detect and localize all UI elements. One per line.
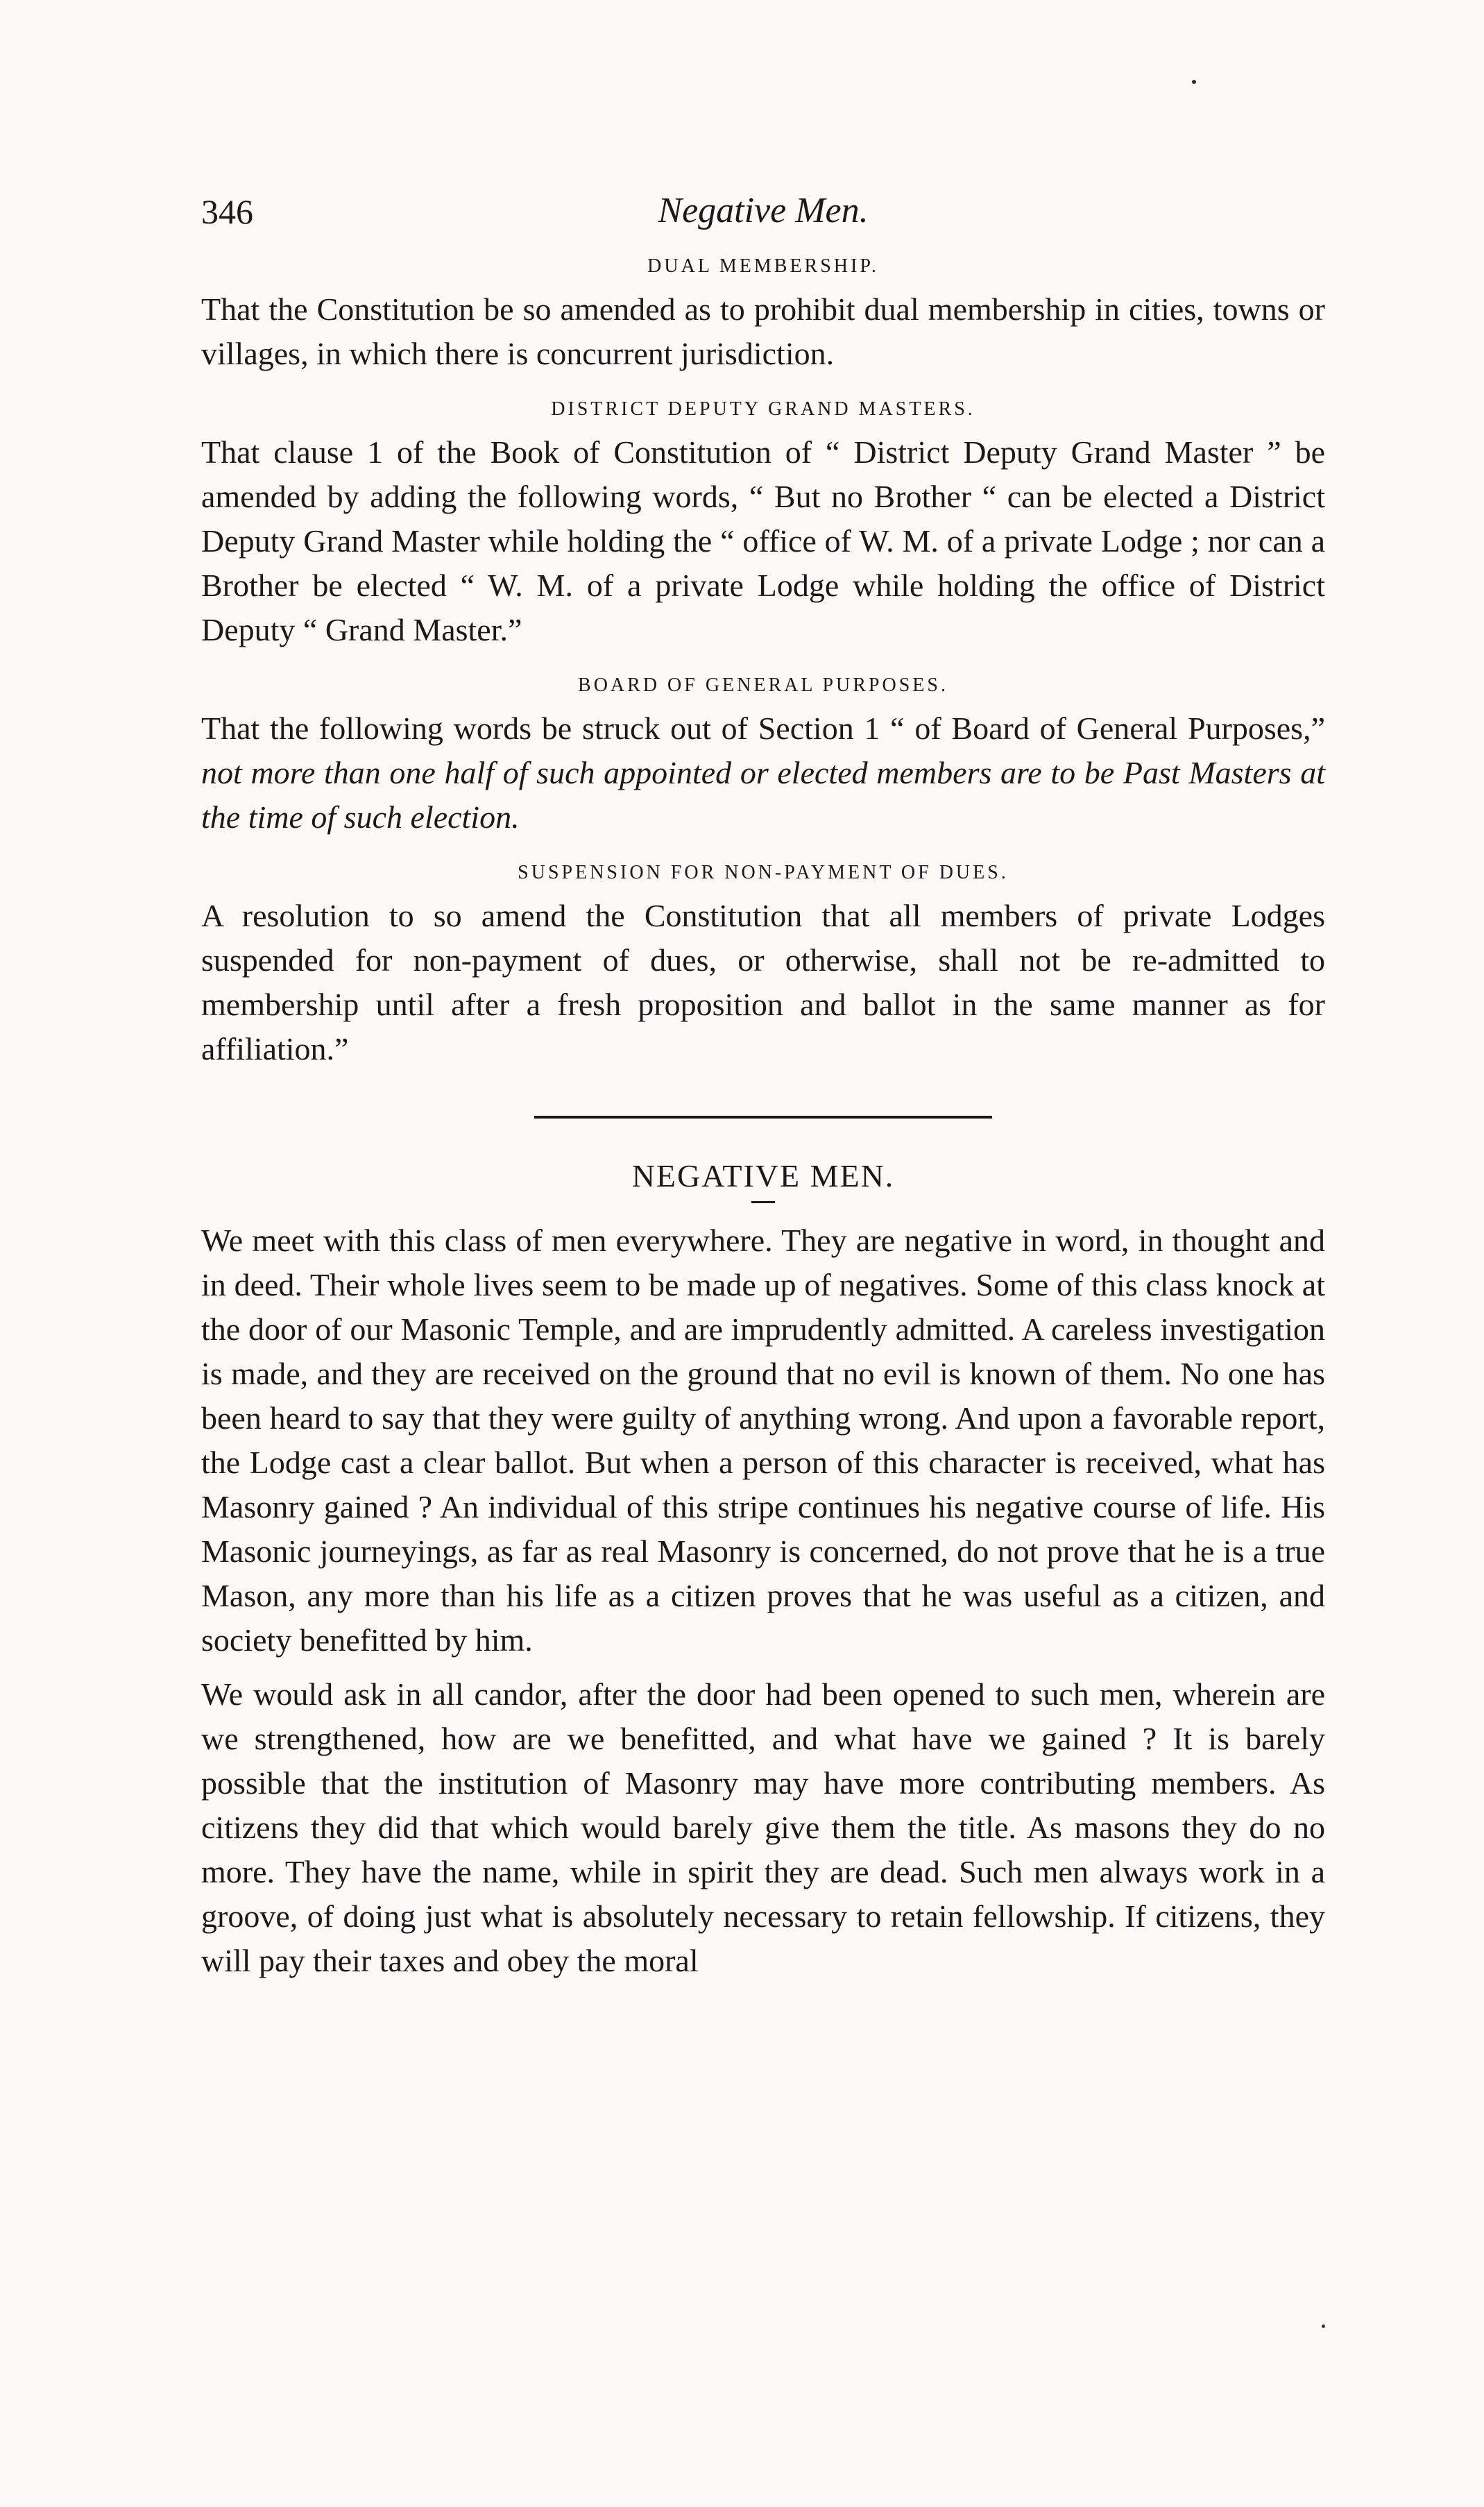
section-body-board-general-purposes <box>201 706 1325 840</box>
section-heading-suspension: SUSPENSION FOR NON-PAYMENT OF DUES. <box>518 862 1009 883</box>
running-title: Negative Men. <box>658 191 869 230</box>
section-heading-district-deputy: DISTRICT DEPUTY GRAND MASTERS. <box>551 398 975 420</box>
section-body-plain-text: That the following words be struck out of Section 1 “ of Board of General Purposes,” <box>201 711 1325 746</box>
page-speck <box>1192 80 1196 84</box>
section-heading-board-general-purposes: BOARD OF GENERAL PURPOSES. <box>578 674 948 696</box>
section-body-suspension: A resolution to so amend the Constitution that all members of private Lodges suspended for non-payment of dues, or otherwise, shall not be re-admitted to membership until after a fresh proposition and ballot in the same manner as for affiliation.” <box>201 898 1325 1066</box>
section-divider-rule <box>534 1116 992 1119</box>
section-heading-dual-membership: DUAL MEMBERSHIP. <box>647 255 879 277</box>
article-paragraph-1: We meet with this class of men everywhere. They are negative in word, in thought and in deed. Their whole lives seem to be made up of negatives. Some of this class knock at the door of our Masonic Temple, and are imprudently admitted. A careless investigation is made, and they are received on the ground that no evil is known of them. No one has been heard to say that they were guilty of anything wrong. And upon a favorable report, the Lodge cast a clear ballot. But when a person of this character is received, what has Masonry gained ? An individual of this stripe continues his negative course of life. His Masonic journeyings, as far as real Masonry is concerned, do not prove that he is a true Mason, any more than his life as a citizen proves that he was useful as a citizen, and society benefitted by him. <box>201 1223 1325 1658</box>
section-body-italic-text: not more than one half of such appointed or elected members are to be Past Masters at the time of such election. <box>201 755 1325 835</box>
article-title: NEGATIVE MEN. <box>631 1158 895 1193</box>
section-body-dual-membership: That the Constitution be so amended as to prohibit dual membership in cities, towns or villages, in which there is concurrent jurisdiction. <box>201 291 1325 371</box>
page-content <box>201 187 1325 1983</box>
running-head <box>201 187 1325 243</box>
page-speck <box>1322 2325 1325 2328</box>
page-number: 346 <box>201 192 253 231</box>
section-body-district-deputy: That clause 1 of the Book of Constitution of “ District Deputy Grand Master ” be amended by adding the following words, “ But no Brother “ can be elected a District Deputy Grand Master while holding the “ office of W. M. of a private Lodge ; nor can a Brother be elected “ W. M. of a private Lodge while holding the office of District Deputy “ Grand Master.” <box>201 434 1325 647</box>
title-dash <box>751 1201 775 1203</box>
article-paragraph-2: We would ask in all candor, after the door had been opened to such men, wherein are we strengthened, how are we benefitted, and what have we gained ? It is barely possible that the institution of Masonry may have more contributing members. As citizens they did that which would barely give them the title. As masons they do no more. They have the name, while in spirit they are dead. Such men always work in a groove, of doing just what is absolutely necessary to retain fellowship. If citizens, they will pay their taxes and obey the moral <box>201 1676 1325 1978</box>
